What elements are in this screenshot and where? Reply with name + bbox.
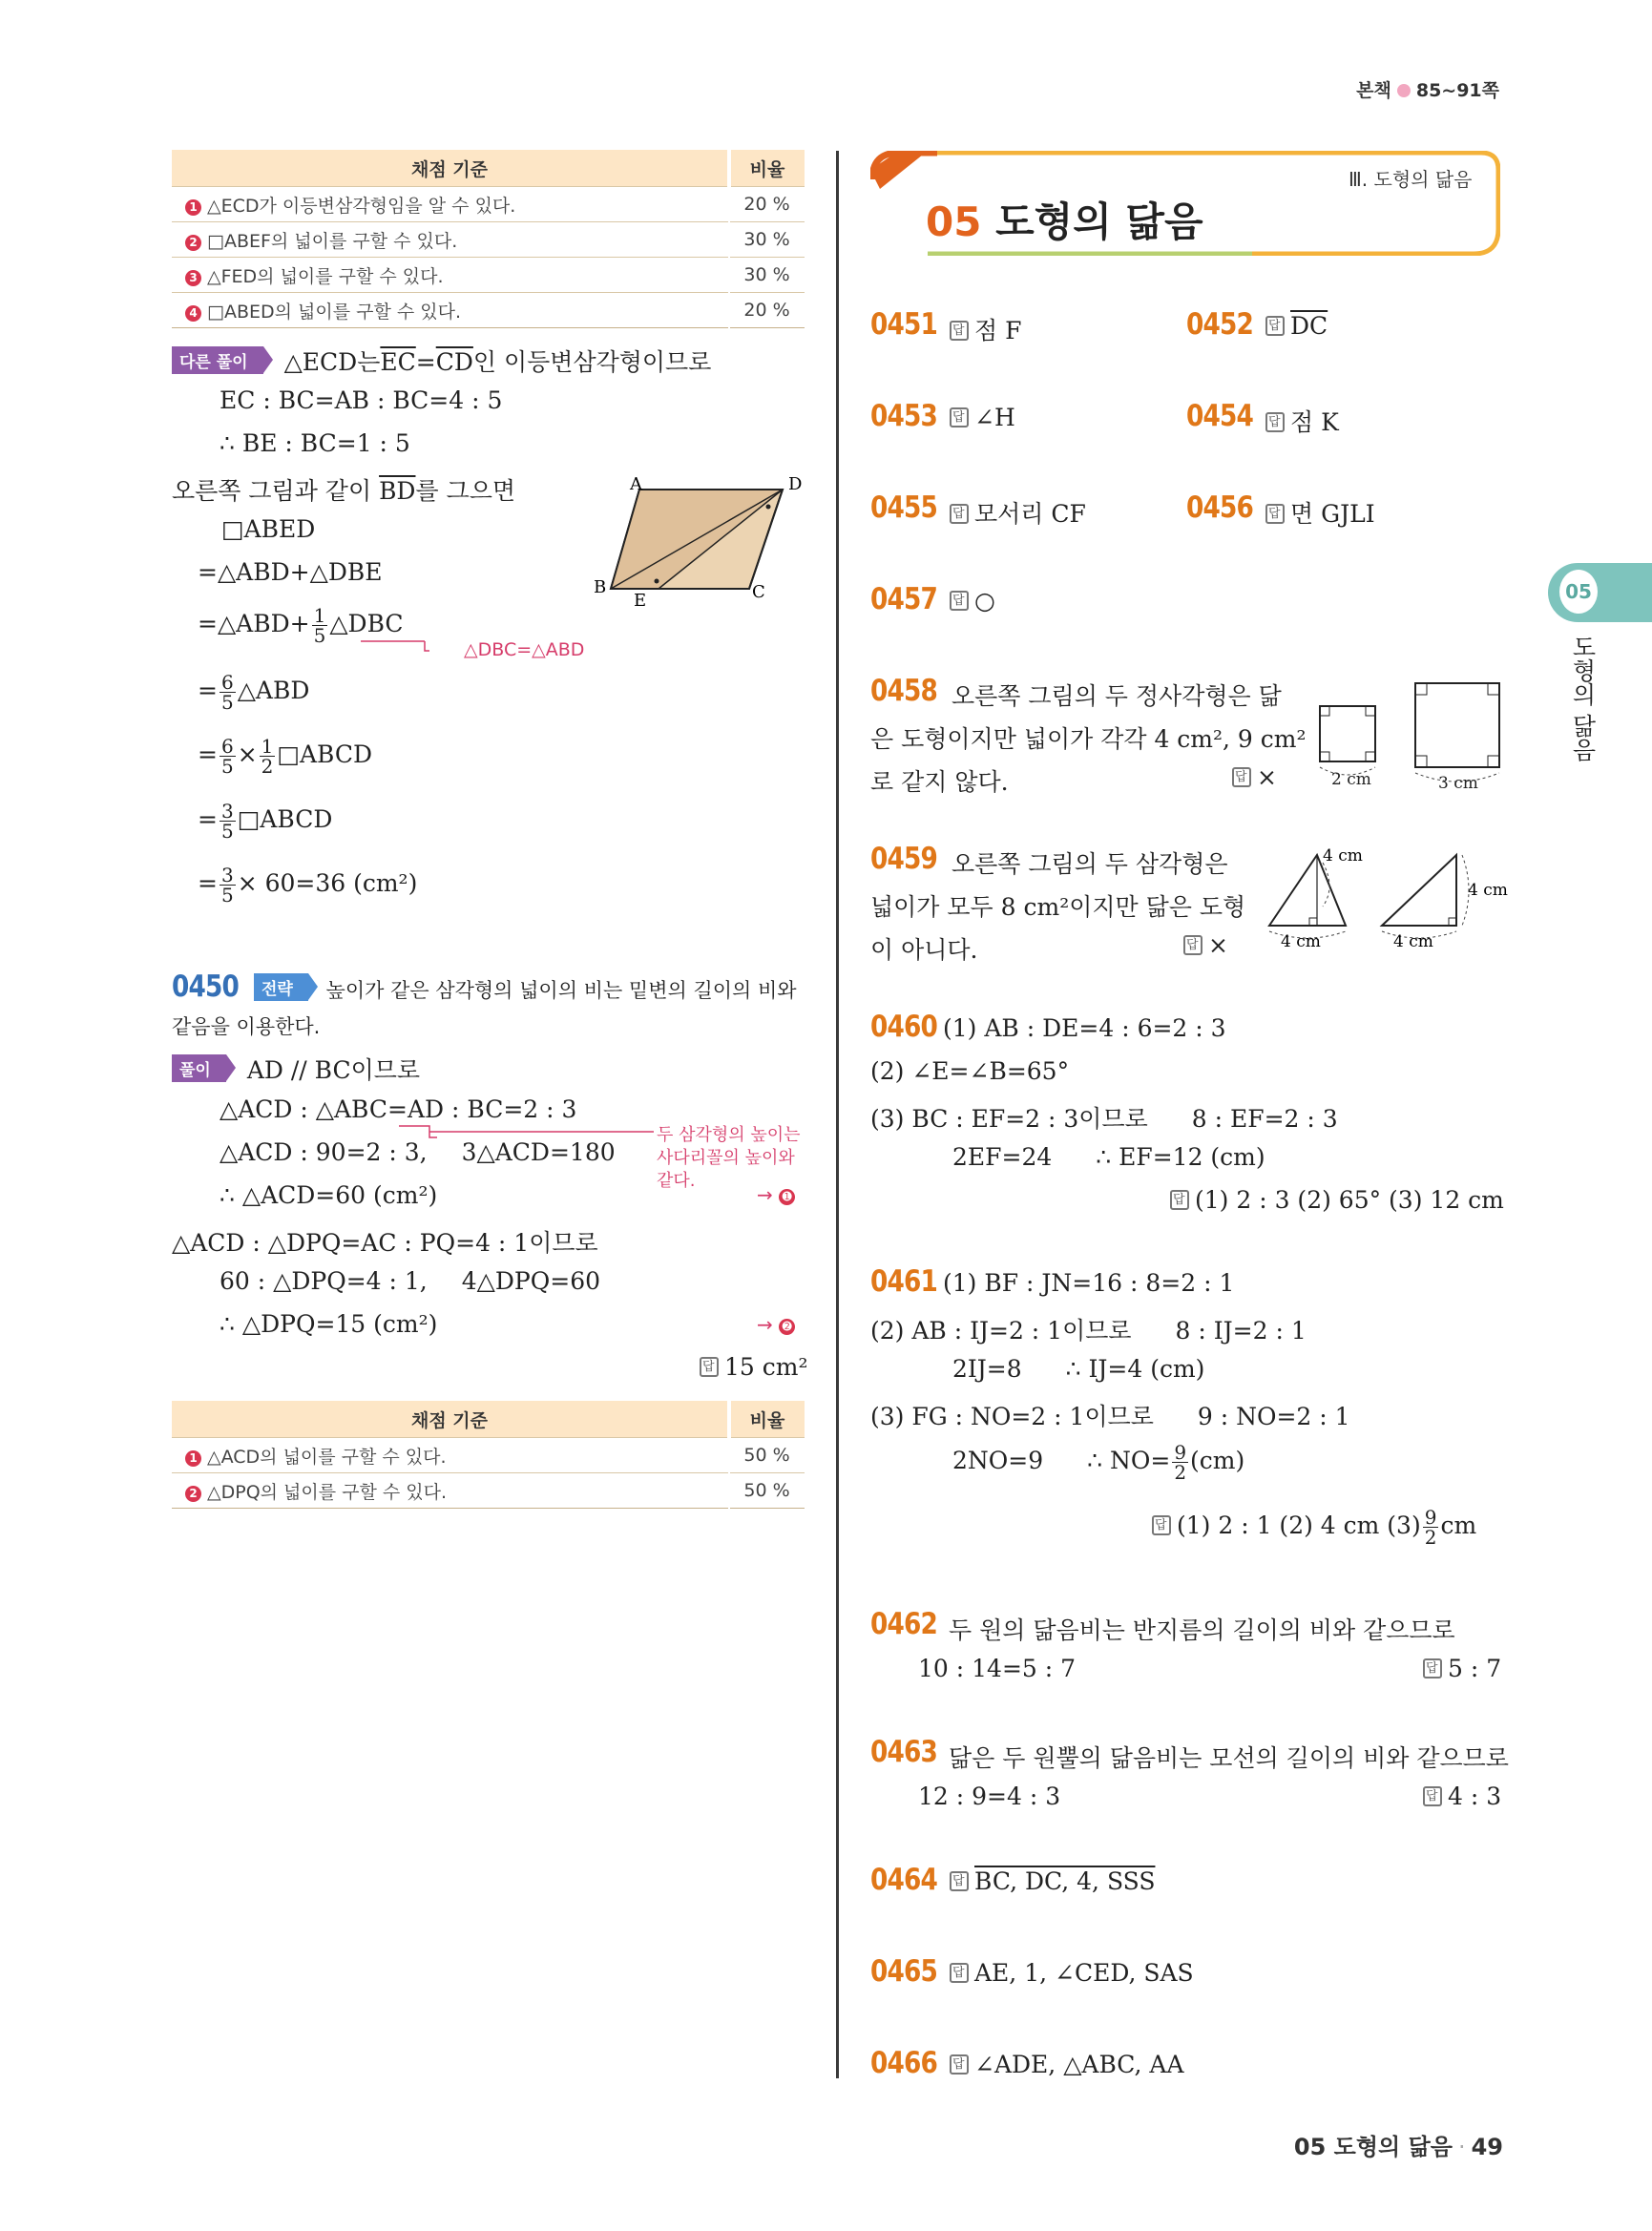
q0460-line-1: (1) AB : DE=4 : 6=2 : 3	[943, 1014, 1226, 1042]
answer-icon	[1423, 1786, 1442, 1806]
question-number-0462: 0462	[870, 1607, 937, 1641]
text: 도형의 닮음	[995, 198, 1203, 245]
text: $\overline{BD}$	[379, 477, 416, 505]
text: (3) FG : NO=2 : 1이므로	[870, 1403, 1154, 1430]
answer-icon	[1265, 504, 1285, 524]
q0459-line-3: 이 아니다.	[870, 936, 978, 964]
text: (1) 2 : 3 (2) 65° (3) 12 cm	[1195, 1186, 1504, 1214]
step-badge: ➊	[779, 1189, 795, 1205]
vertex-E: E	[634, 591, 647, 611]
scoring-table-1	[172, 150, 805, 328]
text: 4 : 3	[1448, 1783, 1502, 1810]
tri-1-base-label: 4 cm	[1281, 932, 1321, 951]
answer-0454	[1265, 404, 1339, 438]
strategy-tag: 전략	[254, 973, 308, 1001]
alt-solution-line-2: EC : BC=AB : BC=4 : 5	[220, 386, 503, 414]
ratio-cell: 30 %	[729, 222, 805, 258]
fraction-6-5: $\frac{6}{5}$	[220, 671, 234, 714]
page-range: 85~91쪽	[1415, 80, 1499, 101]
criteria-text: △ECD가 이등변삼각형임을 알 수 있다.	[207, 195, 516, 217]
alt-solution-line-3: ∴ BE : BC=1 : 5	[220, 429, 410, 457]
strategy-line-2: 같음을 이용한다.	[172, 1015, 321, 1038]
answer-0463	[1423, 1783, 1501, 1810]
answer-icon	[700, 1357, 719, 1377]
answer-0462	[1423, 1655, 1501, 1682]
answer-0453	[950, 404, 1015, 431]
text: 점 K	[1290, 408, 1339, 436]
alt-solution-line-4	[172, 472, 515, 507]
q0461-line-3	[952, 1355, 1204, 1383]
text: × 60=36 (cm²)	[237, 869, 418, 897]
text: ∠H	[974, 404, 1015, 431]
q0461-line-4	[870, 1398, 1350, 1432]
text: 높이가 같은 삼각형의 넓이의 비는 밑변의 길이의 비와	[325, 979, 797, 1002]
solution-tag: 풀이	[172, 1054, 226, 1082]
text: △ABD	[237, 677, 310, 704]
fraction-3-5: $\frac{3}{5}$	[220, 864, 234, 907]
text: 모서리 CF	[974, 500, 1086, 528]
alt-solution-line-1	[172, 344, 711, 378]
q0462-line-1: 두 원의 닮음비는 반지름의 길이의 비와 같으므로	[949, 1616, 1455, 1644]
page-reference	[1356, 76, 1499, 102]
alt-solution-line-8: = $\frac{6}{5}$ △ABD	[198, 671, 310, 714]
ratio-cell: 20 %	[729, 293, 805, 328]
parallelogram-figure	[582, 472, 811, 615]
text: ∠ADE, △ABC, AA	[974, 2051, 1184, 2078]
text: □ABCD	[237, 805, 333, 833]
question-number-0452: 0452	[1186, 307, 1253, 342]
note-connector	[353, 630, 429, 657]
text: △ECD는	[283, 348, 381, 376]
answer-0466	[950, 2051, 1184, 2078]
answer-0456	[1265, 495, 1375, 530]
alt-solution-line-10: = $\frac{3}{5}$ □ABCD	[198, 800, 333, 843]
text: 8 : EF=2 : 3	[1191, 1105, 1338, 1133]
ratio-cell: 30 %	[729, 258, 805, 293]
column-divider	[836, 151, 839, 2078]
text: 오른쪽 그림과 같이	[172, 477, 372, 505]
step-badge: 2	[185, 235, 201, 251]
answer-icon	[950, 2054, 969, 2075]
ratio-cell: 50 %	[729, 1473, 805, 1509]
q0461-line-5	[952, 1443, 1244, 1482]
question-number-0461: 0461	[870, 1264, 937, 1299]
answer-icon	[1152, 1515, 1171, 1535]
tri-2-base-label: 4 cm	[1393, 932, 1433, 951]
question-number-0451: 0451	[870, 307, 937, 342]
fraction-1-2: $\frac{1}{2}$	[261, 735, 274, 778]
text: 를 그으면	[415, 477, 516, 505]
dot-icon	[1397, 84, 1411, 97]
alt-solution-tag: 다른 풀이	[172, 346, 263, 374]
text: (2) AB : IJ=2 : 1이므로	[870, 1317, 1132, 1345]
text: BC, DC, 4, SSS	[974, 1867, 1156, 1895]
q0458-line-2: 은 도형이지만 넓이가 각각 4 cm², 9 cm²	[870, 725, 1307, 753]
text: cm	[1440, 1512, 1477, 1539]
text: 8 : IJ=2 : 1	[1175, 1317, 1307, 1345]
text: ×	[1208, 931, 1228, 959]
text: ○	[974, 587, 995, 615]
q0460-line-4	[952, 1143, 1265, 1171]
tri-2-height-label: 4 cm	[1468, 881, 1508, 900]
answer-0460	[1170, 1186, 1504, 1214]
fraction-9-2: $\frac{9}{2}$	[1424, 1506, 1437, 1549]
text: 인 이등변삼각형이므로	[472, 348, 712, 376]
page-footer: 05 도형의 닮음 · 49	[1293, 2134, 1503, 2160]
square-large-label: 3 cm	[1438, 774, 1478, 792]
text: 면 GJLI	[1290, 500, 1375, 528]
question-number-0463: 0463	[870, 1735, 937, 1769]
fraction-9-2: $\frac{9}{2}$	[1174, 1441, 1187, 1484]
alt-solution-line-11: = $\frac{3}{5}$ × 60=36 (cm²)	[198, 864, 418, 907]
question-number-0450: 0450	[172, 970, 239, 1004]
text: =△ABD+	[198, 610, 310, 637]
text: $\overline{DC}$	[1290, 312, 1328, 340]
ratio-cell: 50 %	[729, 1438, 805, 1473]
step-marker-1: → ➊	[757, 1183, 795, 1206]
question-number-0457: 0457	[870, 582, 937, 616]
side-tab-number: 05	[1559, 570, 1598, 614]
criteria-header: 채점 기준	[172, 1401, 729, 1438]
question-number-0464: 0464	[870, 1863, 937, 1897]
vertex-B: B	[594, 577, 607, 597]
text: 9 : NO=2 : 1	[1197, 1403, 1350, 1430]
ratio-header: 비율	[729, 1401, 805, 1438]
text: 같다.	[657, 1171, 696, 1191]
book-label: 본책	[1356, 80, 1391, 101]
text: △ACD : 90=2 : 3,	[220, 1138, 428, 1166]
chapter-label: Ⅲ. 도형의 닮음	[1349, 168, 1473, 191]
section-title	[926, 191, 1203, 248]
table-row	[172, 293, 805, 328]
answer-icon	[950, 321, 969, 341]
answer-icon	[950, 1963, 969, 1983]
footer-section: 05 도형의 닮음	[1293, 2134, 1453, 2160]
q0463-line-1: 닮은 두 원뿔의 닮음비는 모선의 길이의 비와 같으므로	[949, 1744, 1509, 1772]
step-badge: 2	[185, 1486, 201, 1502]
two-squares-figure	[1312, 676, 1503, 792]
question-number-0453: 0453	[870, 399, 937, 433]
alt-solution-line-9: = $\frac{6}{5}$ × $\frac{1}{2}$ □ABCD	[198, 735, 373, 778]
solution-line-6	[220, 1267, 600, 1295]
answer-0459	[1183, 931, 1228, 959]
strategy-line	[254, 973, 797, 1004]
solution-line-2: △ACD : △ABC=AD : BC=2 : 3	[220, 1095, 577, 1123]
text: △DBC	[329, 610, 404, 637]
fraction-1-5: $\frac{1}{5}$	[313, 604, 326, 647]
text: (3) BC : EF=2 : 3이므로	[870, 1105, 1148, 1133]
text: AE, 1, ∠CED, SAS	[974, 1959, 1194, 1987]
criteria-text: △FED의 넓이를 구할 수 있다.	[207, 265, 444, 287]
step-marker-2: → ➋	[757, 1313, 795, 1336]
q0459-line-1: 오른쪽 그림의 두 삼각형은	[951, 850, 1228, 878]
ratio-cell: 20 %	[729, 187, 805, 222]
alt-solution-line-5: □ABED	[221, 515, 316, 543]
text: ∴ IJ=4 (cm)	[1065, 1355, 1205, 1383]
question-number-0454: 0454	[1186, 399, 1253, 433]
text: 4△DPQ=60	[461, 1267, 601, 1295]
answer-icon	[950, 407, 969, 427]
text: (cm)	[1190, 1447, 1245, 1474]
question-number-0465: 0465	[870, 1954, 937, 1989]
answer-icon	[1265, 316, 1285, 336]
two-triangles-figure	[1260, 840, 1508, 954]
square-small-label: 2 cm	[1331, 770, 1371, 789]
answer-icon	[1232, 767, 1251, 787]
side-tab-label: 도형의 닮음	[1569, 635, 1597, 761]
answer-icon	[950, 504, 969, 524]
table-row	[172, 187, 805, 222]
q0459-line-2: 넓이가 모두 8 cm²이지만 닮은 도형	[870, 893, 1246, 921]
answer-icon	[1265, 412, 1285, 432]
q0460-line-2: (2) ∠E=∠B=65°	[870, 1057, 1070, 1085]
solution-line-7: ∴ △DPQ=15 (cm²)	[220, 1310, 438, 1338]
q0458-line-1: 오른쪽 그림의 두 정사각형은 닮	[951, 682, 1282, 710]
answer-0455	[950, 495, 1086, 530]
table-row	[172, 1438, 805, 1473]
text: 3△ACD=180	[461, 1138, 616, 1166]
table-row	[172, 258, 805, 293]
alt-solution-line-6: =△ABD+△DBE	[198, 558, 383, 586]
text: ×	[1257, 763, 1277, 791]
text: 2NO=9	[952, 1447, 1044, 1474]
vertex-A: A	[630, 474, 642, 494]
question-number-0456: 0456	[1186, 490, 1253, 525]
answer-icon	[1170, 1190, 1189, 1210]
question-number-0460: 0460	[870, 1010, 937, 1044]
q0458-line-3: 로 같지 않다.	[870, 768, 1009, 796]
page-number: 49	[1471, 2134, 1503, 2160]
answer-0458	[1232, 763, 1277, 791]
text: $\overline{EC}$	[380, 348, 416, 376]
text: 2IJ=8	[952, 1355, 1022, 1383]
fraction-6-5: $\frac{6}{5}$	[220, 735, 234, 778]
q0461-line-2	[870, 1312, 1307, 1346]
text: 사다리꼴의 높이와	[657, 1148, 795, 1168]
step-badge: ➋	[779, 1319, 795, 1335]
q0463-line-2: 12 : 9=4 : 3	[918, 1783, 1061, 1810]
section-number: 05	[926, 198, 982, 245]
solution-line-3	[220, 1138, 616, 1166]
step-badge: 1	[185, 1450, 201, 1467]
ratio-header: 비율	[729, 150, 805, 187]
text: 두 삼각형의 높이는	[657, 1125, 801, 1145]
text: □ABCD	[277, 740, 373, 768]
q0462-line-2: 10 : 14=5 : 7	[918, 1655, 1077, 1682]
criteria-text: □ABED의 넓이를 구할 수 있다.	[207, 301, 462, 323]
table-row	[172, 1473, 805, 1509]
answer-0465	[950, 1959, 1194, 1987]
answer-icon	[1183, 935, 1202, 955]
alt-solution-note: △DBC=△ABD	[464, 639, 585, 660]
question-number-0455: 0455	[870, 490, 937, 525]
step-badge: 3	[185, 270, 201, 286]
criteria-text: □ABEF의 넓이를 구할 수 있다.	[207, 230, 458, 252]
text: (1) 2 : 1 (2) 4 cm (3)	[1177, 1512, 1421, 1539]
question-number-0466: 0466	[870, 2046, 937, 2080]
answer-0450	[700, 1353, 808, 1381]
vertex-D: D	[788, 474, 803, 494]
text: ∴ NO=	[1087, 1447, 1171, 1474]
solution-line-1	[172, 1052, 420, 1086]
step-badge: 1	[185, 199, 201, 216]
q0461-line-1: (1) BF : JN=16 : 8=2 : 1	[943, 1269, 1235, 1297]
answer-icon	[1423, 1658, 1442, 1678]
solution-line-4: ∴ △ACD=60 (cm²)	[220, 1181, 438, 1209]
text: 60 : △DPQ=4 : 1,	[220, 1267, 428, 1295]
solution-line-5: △ACD : △DPQ=AC : PQ=4 : 1이므로	[172, 1229, 598, 1257]
criteria-header: 채점 기준	[172, 150, 729, 187]
answer-icon	[950, 1871, 969, 1891]
tri-1-height-label: 4 cm	[1323, 846, 1363, 865]
answer-icon	[950, 591, 969, 611]
text: 15 cm²	[724, 1353, 808, 1381]
text: 5 : 7	[1448, 1655, 1502, 1682]
scoring-table-2	[172, 1401, 805, 1509]
criteria-text: △ACD의 넓이를 구할 수 있다.	[207, 1446, 447, 1468]
text: AD // BC이므로	[246, 1056, 421, 1084]
answer-0464	[950, 1867, 1155, 1895]
step-badge: 4	[185, 305, 201, 322]
answer-0451	[950, 312, 1021, 346]
text: $\overline{CD}$	[435, 348, 473, 376]
vertex-C: C	[752, 582, 765, 602]
criteria-text: △DPQ의 넓이를 구할 수 있다.	[207, 1481, 448, 1503]
question-number-0458: 0458	[870, 674, 937, 708]
question-number-0459: 0459	[870, 842, 937, 876]
q0460-line-3	[870, 1100, 1338, 1135]
answer-0457	[950, 587, 995, 615]
text: ∴ EF=12 (cm)	[1096, 1143, 1265, 1171]
text: 2EF=24	[952, 1143, 1053, 1171]
answer-0461	[1152, 1508, 1476, 1547]
answer-0452	[1265, 312, 1328, 340]
text: 점 F	[974, 317, 1022, 344]
fraction-3-5: $\frac{3}{5}$	[220, 800, 234, 843]
text: =	[415, 348, 436, 376]
table-row	[172, 222, 805, 258]
